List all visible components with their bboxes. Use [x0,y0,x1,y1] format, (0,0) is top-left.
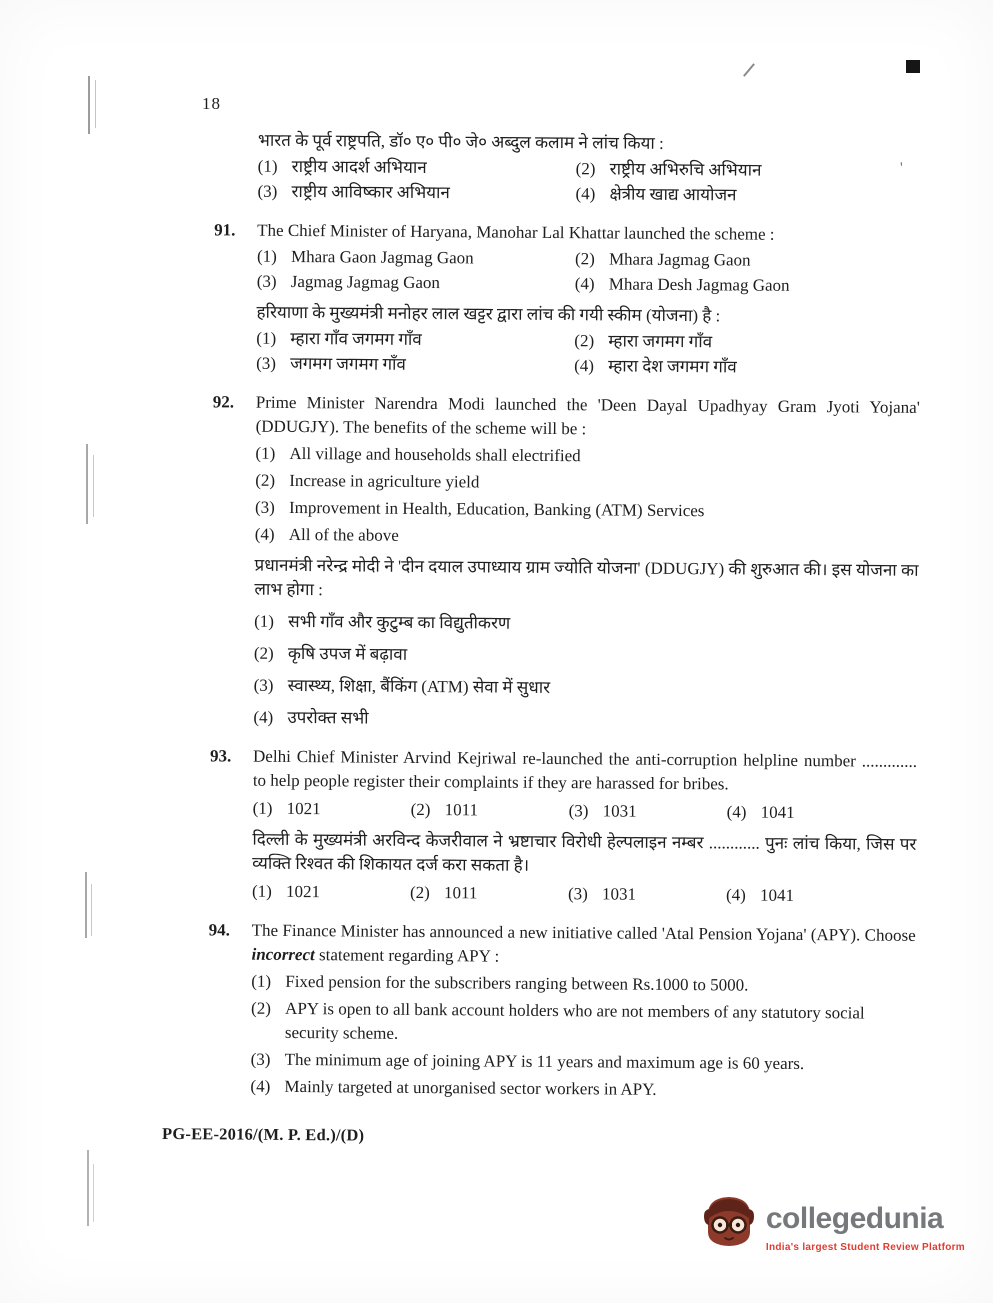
option-number: (2) [574,331,595,351]
collegedunia-mascot-icon [700,1192,758,1250]
option-number: (1) [257,156,278,176]
scan-artifact [87,1150,89,1226]
question-body [253,391,920,735]
scan-artifact [95,80,96,128]
option-text: राष्ट्रीय आविष्कार अभियान [291,181,450,203]
question-number: 93. [209,746,232,766]
option-text: म्हारा देश जगमग गाँव [608,356,737,377]
options-grid [256,327,920,381]
option-number: (1) [256,328,277,348]
option [574,329,920,356]
option [576,157,922,184]
brand-tagline: India's largest Student Review Platform [765,1242,965,1253]
option-text: सभी गाँव और कुटुम्ब का विद्युतीकरण [288,611,511,633]
question-continuation [257,129,922,209]
page-number: 18 [202,94,221,113]
scan-artifact [743,63,755,77]
option-number: (3) [256,271,277,291]
option-text: 1041 [760,802,795,822]
option [568,882,726,907]
option [256,327,574,353]
scan-artifact [86,444,88,524]
option-number: (4) [250,1076,271,1096]
option [257,180,575,206]
option-number: (2) [574,249,595,269]
option [255,442,919,471]
scan-artifact [85,872,87,938]
footer-paper-code: PG-EE-2016/(M. P. Ed.)/(D) [162,1123,365,1145]
option-number: (1) [255,443,276,463]
option-text: Mainly targeted at unorganised sector workers in APY. [284,1076,657,1099]
option [574,354,920,381]
option [726,883,884,908]
option-text: म्हारा गाँव जगमग गाँव [290,328,422,349]
option [575,272,921,299]
options-grid [257,245,921,299]
options-row [253,797,885,826]
option [257,245,575,271]
scan-artifact [93,1164,94,1222]
option [255,496,919,525]
option [256,352,574,378]
options-list [250,970,915,1104]
question-body [250,919,915,1104]
option-text: 1011 [443,883,478,903]
option-text: जगमग जगमग गाँव [290,353,407,374]
option-text: म्हारा जगमग गाँव [608,331,713,352]
option-number: (4) [574,356,595,376]
option-number: (1) [256,246,277,266]
options-grid [257,155,921,209]
option-number: (2) [409,882,430,903]
option-number: (4) [575,184,596,204]
option-number: (3) [257,181,278,201]
option [251,1048,915,1077]
option-number: (2) [575,159,596,179]
option [253,706,917,735]
option [575,182,921,209]
option-text: 1021 [285,881,321,902]
option-number: (4) [574,274,595,294]
option-text: राष्ट्रीय आदर्श अभियान [291,156,427,178]
option-number: (2) [251,998,271,1018]
option [251,970,915,999]
option-text: Mhara Gaon Jagmag Gaon [290,246,474,268]
stem-text: The Finance Minister has announced a new initiative called 'Atal Pension Yojana' (APY). Choose [251,920,916,945]
option-text: Mhara Jagmag Gaon [608,249,751,270]
option [569,799,727,824]
option-text: The minimum age of joining APY is 11 years and maximum age is 60 years. [284,1049,805,1074]
options-row [252,880,884,909]
option [251,997,915,1050]
option-text: All of the above [288,524,399,545]
option-number: (4) [726,802,747,822]
option-number: (3) [568,801,589,821]
option-number: (3) [250,1049,271,1069]
option-number: (4) [254,524,275,544]
option [410,881,568,906]
option-text: Mhara Desh Jagmag Gaon [608,274,790,295]
option-text: Increase in agriculture yield [289,470,480,492]
option [254,674,918,703]
question-number: 92. [212,392,235,412]
option-text: Improvement in Health, Education, Banking (ATM) Services [288,497,705,521]
brand-name: collegedunia [765,1202,944,1235]
option-number: (4) [253,707,274,727]
options-list [255,442,920,552]
options-list [253,610,918,735]
option [250,1075,914,1104]
scan-artifact [906,60,920,73]
stem-text: statement regarding APY : [314,945,500,966]
scan-artifact: ' [900,160,903,176]
option [254,610,918,639]
option [411,798,569,823]
option-number: (3) [256,353,277,373]
option [257,270,575,296]
question-91 [168,218,921,381]
option-number: (1) [252,798,273,818]
option-text: 1011 [444,800,479,820]
option-text: Fixed pension for the subscribers ranging between Rs.1000 to 5000. [285,971,749,995]
option-text: स्वास्थ्य, शिक्षा, बैंकिंग (ATM) सेवा में सुधार [287,675,551,698]
option-number: (2) [253,643,274,663]
question-stem-en: Prime Minister Narendra Modi launched the 'Deen Dayal Upadhyay Gram Jyoti Yojana' (DDUGJY). The benefits of the scheme will be : [255,392,920,439]
question-body [256,219,921,381]
option-text: 1031 [602,801,637,821]
question-93 [164,744,917,909]
question-number: 94. [208,920,231,940]
option [255,523,919,552]
question-stem-hi: प्रधानमंत्री नरेन्द्र मोदी ने 'दीन दयाल उपाध्याय ग्राम ज्योति योजना' (DDUGJY) की शुरुआत की। इस योजना का लाभ होगा : [254,555,919,600]
option-text: क्षेत्रीय खाद्य आयोजन [609,184,737,205]
option-number: (1) [254,611,275,631]
question-stem-hi: दिल्ली के मुख्यमंत्री अरविन्द केजरीवाल ने भ्रष्टाचार विरोधी हेल्पलाइन नम्बर ............ पुनः लांच किया, जिस पर व्यक्ति रिश्वत की शिकायत दर्ज करा सकता है। [252,829,917,875]
scan-artifact [88,76,90,134]
option [727,800,885,825]
option-number: (2) [410,799,431,820]
question-stem-hi: भारत के पूर्व राष्ट्रपति, डॉ० ए० पी० जे० अब्दुल कलाम ने लांच किया : [257,130,664,153]
option-text: 1021 [286,798,321,819]
question-stem-en: Delhi Chief Minister Arvind Kejriwal re-launched the anti-corruption helpline number ............. to help people register their complaints if they are harassed for bribes. [252,746,918,794]
question-stem-en [251,919,915,972]
page-content [162,128,922,1168]
collegedunia-logo [700,1192,965,1253]
option-text: Jagmag Jagmag Gaon [290,271,441,293]
option-text: 1041 [759,885,795,905]
option-number: (3) [254,497,275,517]
option-text: राष्ट्रीय अभिरुचि अभियान [609,159,762,180]
option-text: उपरोक्त सभी [287,707,369,728]
question-stem-hi: हरियाणा के मुख्यमंत्री मनोहर लाल खट्टर द्वारा लांच की गयी स्कीम (योजना) है : [256,302,721,326]
scan-artifact [91,884,92,936]
option-number: (3) [567,884,588,904]
stem-emphasis: incorrect [251,944,315,965]
option [255,469,919,498]
question-stem-en: The Chief Minister of Haryana, Manohar Lal Khattar launched the scheme : [257,220,775,244]
option-text: APY is open to all bank account holders who are not members of any statutory social security scheme. [284,998,865,1043]
option [575,247,921,274]
option-number: (3) [253,675,274,695]
option-text: All village and households shall electrified [289,443,581,466]
option [258,155,576,181]
option-number: (2) [255,470,276,490]
option-text: कृषि उपज में बढ़ावा [287,643,408,664]
option [253,797,411,822]
question-number: 91. [214,220,236,240]
option-number: (4) [725,885,746,905]
question-94 [162,918,915,1104]
question-body [252,745,917,909]
brand-text [766,1192,965,1253]
option [254,642,918,671]
option-text: 1031 [601,884,637,904]
option-number: (1) [251,971,272,991]
scan-artifact [93,455,94,517]
question-92 [165,390,920,735]
option [252,880,410,905]
option-number: (1) [251,881,272,901]
